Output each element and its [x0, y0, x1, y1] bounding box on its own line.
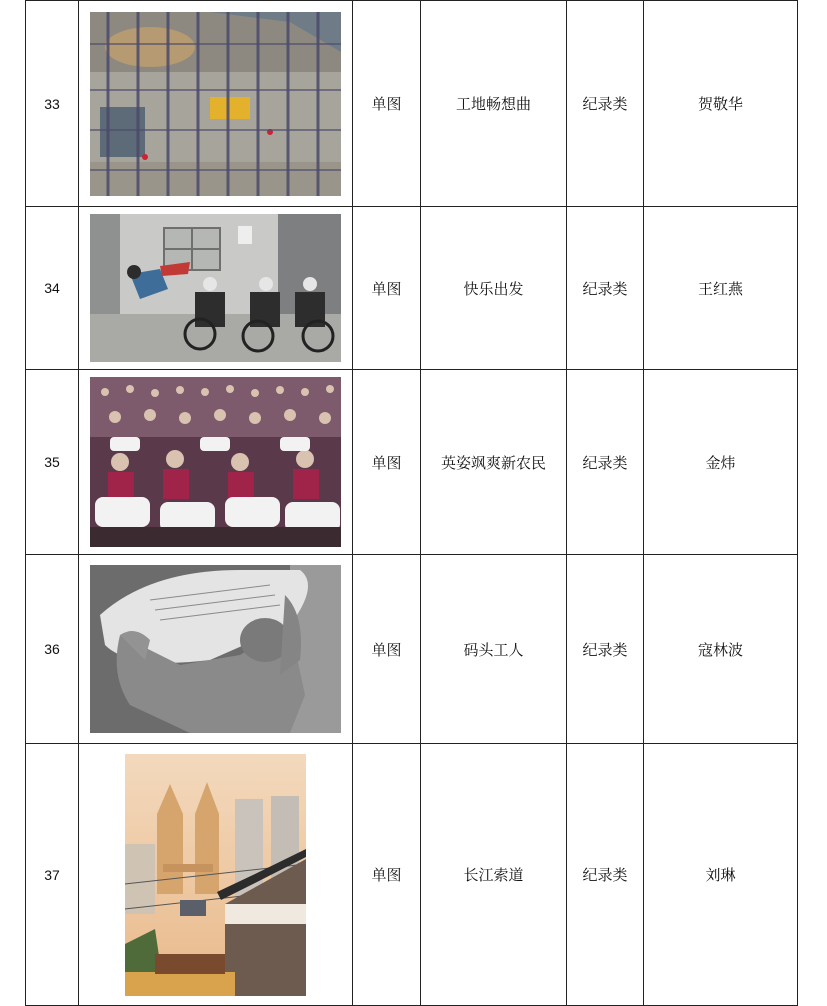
dock-worker-photo [90, 565, 341, 733]
photo-cell [79, 555, 353, 744]
author-cell: 金炜 [644, 370, 798, 555]
elderly-wheelchair-photo [90, 214, 341, 362]
author-cell: 寇林波 [644, 555, 798, 744]
table-row [26, 744, 798, 1006]
table-row [26, 207, 798, 370]
title-cell: 快乐出发 [421, 207, 567, 370]
category-cell: 纪录类 [567, 555, 644, 744]
format-cell: 单图 [353, 744, 421, 1006]
category-cell: 纪录类 [567, 370, 644, 555]
author-cell: 刘琳 [644, 744, 798, 1006]
entries-table [25, 0, 798, 1006]
title-cell: 英姿飒爽新农民 [421, 370, 567, 555]
table-row [26, 370, 798, 555]
author-cell: 王红燕 [644, 207, 798, 370]
category-cell: 纪录类 [567, 1, 644, 207]
entry-number: 34 [26, 207, 79, 370]
entry-number: 36 [26, 555, 79, 744]
photo-cell [79, 1, 353, 207]
construction-site-reflection-photo [90, 12, 341, 196]
title-cell: 码头工人 [421, 555, 567, 744]
photo-cell [79, 207, 353, 370]
entry-number: 35 [26, 370, 79, 555]
title-cell: 长江索道 [421, 744, 567, 1006]
table-row [26, 1, 798, 207]
photo-cell [79, 744, 353, 1006]
format-cell: 单图 [353, 555, 421, 744]
entry-number: 37 [26, 744, 79, 1006]
category-cell: 纪录类 [567, 207, 644, 370]
yangtze-cableway-photo [125, 754, 306, 996]
author-cell: 贺敬华 [644, 1, 798, 207]
table-row [26, 555, 798, 744]
entry-number: 33 [26, 1, 79, 207]
format-cell: 单图 [353, 370, 421, 555]
title-cell: 工地畅想曲 [421, 1, 567, 207]
women-on-scooters-photo [90, 377, 341, 547]
format-cell: 单图 [353, 207, 421, 370]
format-cell: 单图 [353, 1, 421, 207]
photo-cell [79, 370, 353, 555]
category-cell: 纪录类 [567, 744, 644, 1006]
